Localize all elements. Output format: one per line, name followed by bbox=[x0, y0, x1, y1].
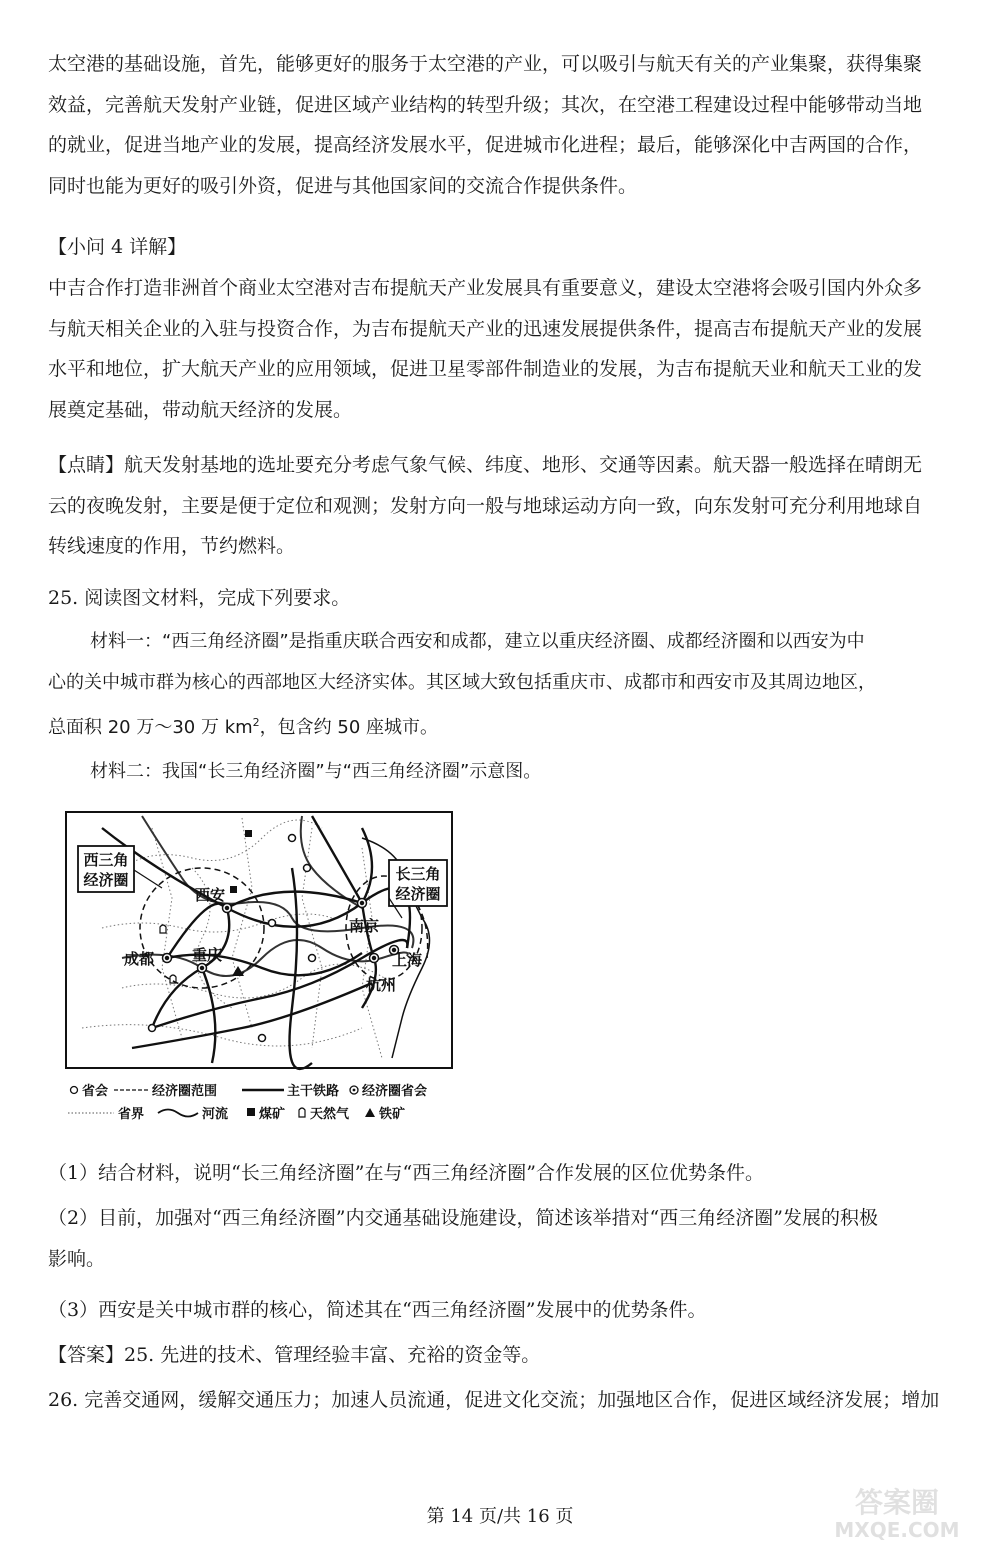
legend-gas: 天然气 bbox=[310, 1107, 350, 1122]
legend-capital: 省会 bbox=[82, 1084, 109, 1099]
economic-circle-map bbox=[62, 808, 466, 1128]
city-chongqing: 重庆 bbox=[192, 946, 223, 964]
material-2 bbox=[90, 752, 1000, 793]
text-line: 的就业，促进当地产业的发展，提高经济发展水平，促进城市化进程；最后，能够深化中吉两国的合作， bbox=[48, 134, 923, 156]
text-tail: ，包含约 50 座城市。 bbox=[259, 717, 439, 738]
answer-26 bbox=[48, 1380, 963, 1421]
legend-railway: 主干铁路 bbox=[287, 1084, 340, 1099]
watermark-logo bbox=[812, 1482, 982, 1542]
text-line: 太空港的基础设施，首先，能够更好的服务于太空港的产业，可以吸引与航天有关的产业集聚，获得集聚 bbox=[48, 53, 923, 75]
west-circle-label-1: 西三角 bbox=[83, 851, 129, 869]
city-hangzhou: 杭州 bbox=[366, 976, 397, 994]
text-line: 水平和地位，扩大航天产业的应用领域，促进卫星零部件制造业的发展，为吉布提航天业和航天工业的发 bbox=[48, 358, 923, 380]
text-line: 【点睛】航天发射基地的选址要充分考虑气象气候、纬度、地形、交通等因素。航天器一般选择在晴朗无 bbox=[48, 454, 923, 476]
legend-coal: 煤矿 bbox=[259, 1107, 286, 1122]
legend-province-border: 省界 bbox=[118, 1107, 145, 1122]
text-line: 同时也能为更好的吸引外资，促进与其他国家间的交流合作提供条件。 bbox=[48, 174, 638, 197]
text-line: 26. 完善交通网，缓解交通压力；加速人员流通，促进文化交流；加强地区合作，促进区域经济发展；增加 bbox=[48, 1389, 940, 1411]
subquestion-4-heading bbox=[48, 227, 963, 268]
east-circle-label-1: 长三角 bbox=[395, 865, 441, 883]
text-line: 材料一：“西三角经济圈”是指重庆联合西安和成都，建立以重庆经济圈、成都经济圈和以西安为中 bbox=[90, 631, 865, 652]
text-line: 【答案】25. 先进的技术、管理经验丰富、充裕的资金等。 bbox=[48, 1344, 541, 1366]
legend-iron: 铁矿 bbox=[379, 1107, 406, 1122]
text-line: （1）结合材料，说明“长三角经济圈”在与“西三角经济圈”合作发展的区位优势条件。 bbox=[48, 1162, 764, 1184]
superscript: 2 bbox=[252, 716, 260, 729]
watermark-url: MXQE.COM bbox=[834, 1518, 960, 1542]
question-25-stem bbox=[48, 578, 963, 619]
city-shanghai: 上海 bbox=[392, 951, 423, 969]
city-xian: 西安 bbox=[195, 886, 226, 904]
key-points-paragraph bbox=[48, 445, 963, 567]
text-line: 与航天相关企业的入驻与投资合作，为吉布提航天产业的迅速发展提供条件，提高吉布提航天产业的发展 bbox=[48, 317, 923, 340]
text-line: 中吉合作打造非洲首个商业太空港对吉布提航天产业发展具有重要意义，建设太空港将会吸引国内外众多 bbox=[48, 277, 923, 299]
text-line: 心的关中城市群为核心的西部地区大经济实体。其区域大致包括重庆市、成都市和西安市及其周边地区， bbox=[48, 671, 876, 693]
text-line: 云的夜晚发射，主要是便于定位和观测；发射方向一般与地球运动方向一致，向东发射可充分利用地球自 bbox=[48, 494, 923, 517]
subquestion-1 bbox=[48, 1153, 963, 1194]
answer-paragraph-1 bbox=[48, 44, 963, 206]
answer-25 bbox=[48, 1335, 963, 1376]
text-line: （3）西安是关中城市群的核心，简述其在“西三角经济圈”发展中的优势条件。 bbox=[48, 1299, 707, 1321]
text-line: 材料二：我国“长三角经济圈”与“西三角经济圈”示意图。 bbox=[90, 761, 542, 782]
watermark-text: 答案圈 bbox=[854, 1486, 940, 1519]
answer-paragraph-2 bbox=[48, 268, 963, 430]
text-line: 效益，完善航天发射产业链，促进区域产业结构的转型升级；其次，在空港工程建设过程中能够带动当地 bbox=[48, 93, 923, 116]
subquestion-3 bbox=[48, 1290, 963, 1331]
heading-text: 【小问 4 详解】 bbox=[48, 236, 187, 258]
area-text: 总面积 20 万～30 万 km bbox=[48, 717, 253, 738]
east-circle-label-2: 经济圈 bbox=[395, 885, 441, 903]
text-line: 影响。 bbox=[48, 1247, 106, 1270]
text-line: 转线速度的作用，节约燃料。 bbox=[48, 535, 296, 557]
city-chengdu: 成都 bbox=[124, 950, 155, 968]
legend-circle-capital: 经济圈省会 bbox=[362, 1084, 428, 1099]
question-text: 25. 阅读图文材料，完成下列要求。 bbox=[48, 587, 351, 609]
text-line bbox=[48, 703, 965, 749]
city-nanjing: 南京 bbox=[349, 917, 380, 935]
page-number: 第 14 页/共 16 页 bbox=[426, 1506, 574, 1527]
material-1 bbox=[48, 622, 965, 749]
legend-circle-range: 经济圈范围 bbox=[152, 1084, 218, 1099]
west-circle-label-2: 经济圈 bbox=[83, 871, 129, 889]
legend-river: 河流 bbox=[202, 1107, 229, 1122]
subquestion-2 bbox=[48, 1198, 963, 1279]
text-line: （2）目前，加强对“西三角经济圈”内交通基础设施建设，简述该举措对“西三角经济圈”发展的积极 bbox=[48, 1207, 878, 1229]
text-line: 展奠定基础，带动航天经济的发展。 bbox=[48, 398, 353, 421]
